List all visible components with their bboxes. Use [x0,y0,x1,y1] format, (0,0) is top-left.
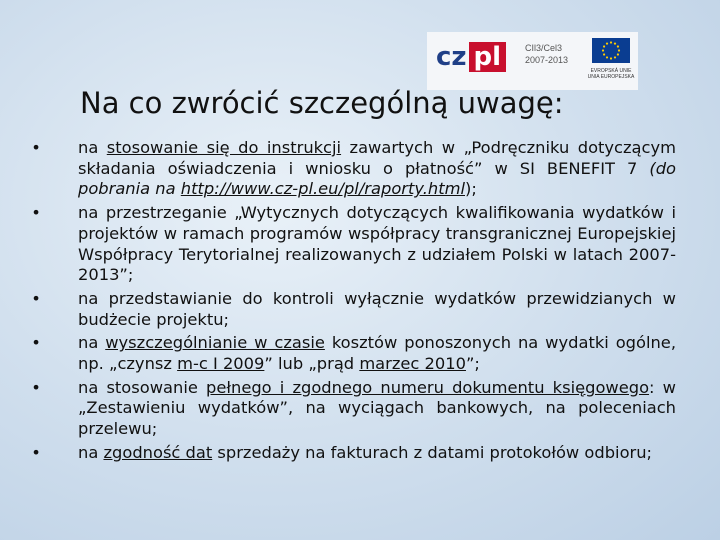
text-segment: na przestrzeganie „Wytycznych dotyczących kwalifikowania wydatków i projektów w ramach programów współpracy transgranicznej Europejskiej Współpracy Terytorialnej realizowanych z udziałem Polski w latach 2007-2013”; [78,203,676,285]
eu-star-icon [617,45,619,47]
eu-star-icon [618,49,620,51]
bullet-marker: • [31,377,41,397]
eu-flag-icon [592,38,630,63]
emphasized-text: zgodność dat [103,442,213,462]
list-item [30,289,676,330]
text-segment: na przedstawianie do kontroli wyłącznie wydatków przewidzianych w budżecie projektu; [78,288,676,329]
list-item [30,378,676,440]
list-item [30,333,676,374]
eu-caption: EVROPSKÁ UNIE UNIA EUROPEJSKA [587,68,635,80]
eu-star-icon [603,45,605,47]
programme-line-1: CIl3/Cel3 [525,43,563,53]
text-segment: na [78,333,106,353]
list-item [30,203,676,286]
list-item-text [78,333,676,374]
download-link[interactable]: http://www.cz-pl.eu/pl/raporty.html [180,179,465,199]
logo-pl-text: pl [469,42,507,72]
cz-pl-logo [436,40,516,74]
text-segment: na [78,138,107,157]
programme-logo [427,32,638,90]
programme-period [525,42,595,66]
list-item-text [78,378,676,440]
eu-star-icon [614,56,616,58]
bullet-marker: • [31,442,41,462]
text-segment: na [78,442,104,462]
eu-stars [592,38,630,63]
text-segment: sprzedaży na fakturach z datami protokołów odbioru; [212,442,653,462]
bullet-marker: • [31,333,41,353]
list-item [30,443,676,464]
bullet-marker: • [31,203,41,223]
text-segment: ”; [465,354,480,374]
eu-star-icon [603,53,605,55]
programme-line-2: 2007-2013 [525,55,569,65]
bullet-marker: • [31,288,41,308]
bullet-list [30,138,676,467]
list-item-text [78,443,676,464]
eu-star-icon [602,49,604,51]
text-segment: kosztów ponoszonych na wydatki ogólne, np. „czynsz [78,333,676,374]
eu-star-icon [606,42,608,44]
list-item-text [78,203,676,286]
eu-star-icon [606,56,608,58]
emphasized-text: marzec 2010 [359,354,466,374]
text-segment: zawartych w „Podręczniku dotyczącym składania oświadczenia i wniosku o płatność” w SI BENEFIT 7 [78,138,676,178]
eu-star-icon [614,42,616,44]
emphasized-text: stosowanie się do instrukcji [106,138,342,157]
bullet-marker: • [31,138,41,157]
list-item-text [78,138,676,200]
eu-star-icon [610,57,612,59]
eu-star-icon [610,41,612,43]
emphasized-text: wyszczególnianie w czasie [105,333,325,353]
slide-title: Na co zwrócić szczególną uwagę: [80,86,564,120]
text-segment: ” lub „prąd [264,354,360,374]
text-segment: (do pobrania na [78,158,676,199]
text-segment: : w „Zestawieniu wydatków”, na wyciągach bankowych, na poleceniach przelewu; [78,377,676,439]
eu-star-icon [617,53,619,55]
list-item [30,138,676,200]
emphasized-text: m-c I 2009 [177,354,265,374]
text-segment: ); [465,179,477,199]
text-segment: na stosowanie [78,377,207,397]
logo-cz-text: cz [436,42,467,72]
list-item-text [78,289,676,330]
emphasized-text: pełnego i zgodnego numeru dokumentu księgowego [206,377,650,397]
